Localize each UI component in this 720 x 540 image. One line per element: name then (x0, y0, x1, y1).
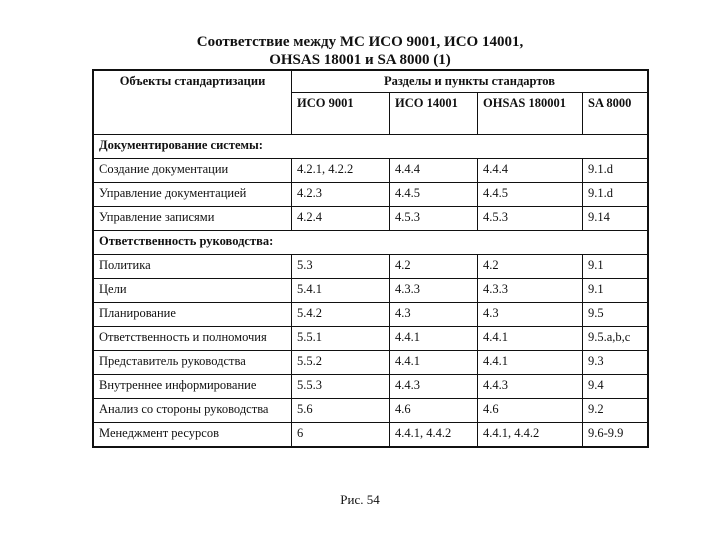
clause-cell: 5.5.3 (292, 375, 390, 399)
table-row (93, 399, 648, 423)
header-row (93, 70, 648, 93)
clause-cell: 6 (292, 423, 390, 447)
table-row (93, 183, 648, 207)
clause-cell: 4.4.1, 4.4.2 (478, 423, 583, 447)
clause-cell: 4.4.4 (478, 159, 583, 183)
clause-cell: 4.3.3 (390, 279, 478, 303)
clause-cell: 4.3 (478, 303, 583, 327)
object-cell: Создание документации (93, 159, 292, 183)
object-cell: Цели (93, 279, 292, 303)
header-col: OHSAS 180001 (478, 93, 583, 135)
clause-cell: 9.3 (583, 351, 649, 375)
clause-cell: 4.2.1, 4.2.2 (292, 159, 390, 183)
object-cell: Представитель руководства (93, 351, 292, 375)
object-cell: Управление документацией (93, 183, 292, 207)
table-row (93, 255, 648, 279)
clause-cell: 4.4.1 (390, 351, 478, 375)
group-title: Документирование системы: (93, 135, 648, 159)
clause-cell: 5.5.1 (292, 327, 390, 351)
clause-cell: 9.5.a,b,c (583, 327, 649, 351)
clause-cell: 4.4.4 (390, 159, 478, 183)
clause-cell: 4.4.3 (478, 375, 583, 399)
clause-cell: 4.4.1 (478, 351, 583, 375)
clause-cell: 4.3 (390, 303, 478, 327)
clause-cell: 4.4.1, 4.4.2 (390, 423, 478, 447)
clause-cell: 4.6 (390, 399, 478, 423)
header-objects: Объекты стандартизации (93, 70, 292, 135)
title-line-1: Соответствие между МС ИСО 9001, ИСО 14001, (196, 34, 524, 50)
clause-cell: 5.3 (292, 255, 390, 279)
table-row (93, 279, 648, 303)
clause-cell: 9.4 (583, 375, 649, 399)
table-row (93, 327, 648, 351)
object-cell: Управление записями (93, 207, 292, 231)
clause-cell: 9.2 (583, 399, 649, 423)
object-cell: Внутреннее информирование (93, 375, 292, 399)
object-cell: Менеджмент ресурсов (93, 423, 292, 447)
clause-cell: 5.4.1 (292, 279, 390, 303)
clause-cell: 9.6-9.9 (583, 423, 649, 447)
clause-cell: 9.1 (583, 255, 649, 279)
clause-cell: 9.5 (583, 303, 649, 327)
clause-cell: 9.1.d (583, 183, 649, 207)
group-row (93, 231, 648, 255)
table-row (93, 159, 648, 183)
table-row (93, 423, 648, 447)
clause-cell: 4.4.1 (478, 327, 583, 351)
clause-cell: 4.2 (478, 255, 583, 279)
table-row (93, 351, 648, 375)
object-cell: Ответственность и полномочия (93, 327, 292, 351)
table-row (93, 375, 648, 399)
clause-cell: 4.2.3 (292, 183, 390, 207)
header-col: ИСО 14001 (390, 93, 478, 135)
object-cell: Анализ со стороны руководства (93, 399, 292, 423)
object-cell: Политика (93, 255, 292, 279)
clause-cell: 4.3.3 (478, 279, 583, 303)
clause-cell: 9.1 (583, 279, 649, 303)
clause-cell: 4.2.4 (292, 207, 390, 231)
title-line-2: OHSAS 18001 и SA 8000 (1) (269, 52, 451, 68)
clause-cell: 4.4.1 (390, 327, 478, 351)
clause-cell: 9.14 (583, 207, 649, 231)
object-cell: Планирование (93, 303, 292, 327)
header-col: SA 8000 (583, 93, 649, 135)
clause-cell: 4.5.3 (390, 207, 478, 231)
table-row (93, 207, 648, 231)
clause-cell: 4.4.3 (390, 375, 478, 399)
figure-caption: Рис. 54 (340, 492, 380, 507)
clause-cell: 5.6 (292, 399, 390, 423)
header-col: ИСО 9001 (292, 93, 390, 135)
clause-cell: 4.6 (478, 399, 583, 423)
clause-cell: 4.2 (390, 255, 478, 279)
standards-table (92, 69, 649, 448)
clause-cell: 9.1.d (583, 159, 649, 183)
clause-cell: 5.4.2 (292, 303, 390, 327)
clause-cell: 4.5.3 (478, 207, 583, 231)
table-row (93, 303, 648, 327)
header-sections: Разделы и пункты стандартов (292, 70, 649, 93)
group-row (93, 135, 648, 159)
clause-cell: 4.4.5 (478, 183, 583, 207)
clause-cell: 5.5.2 (292, 351, 390, 375)
group-title: Ответственность руководства: (93, 231, 648, 255)
clause-cell: 4.4.5 (390, 183, 478, 207)
